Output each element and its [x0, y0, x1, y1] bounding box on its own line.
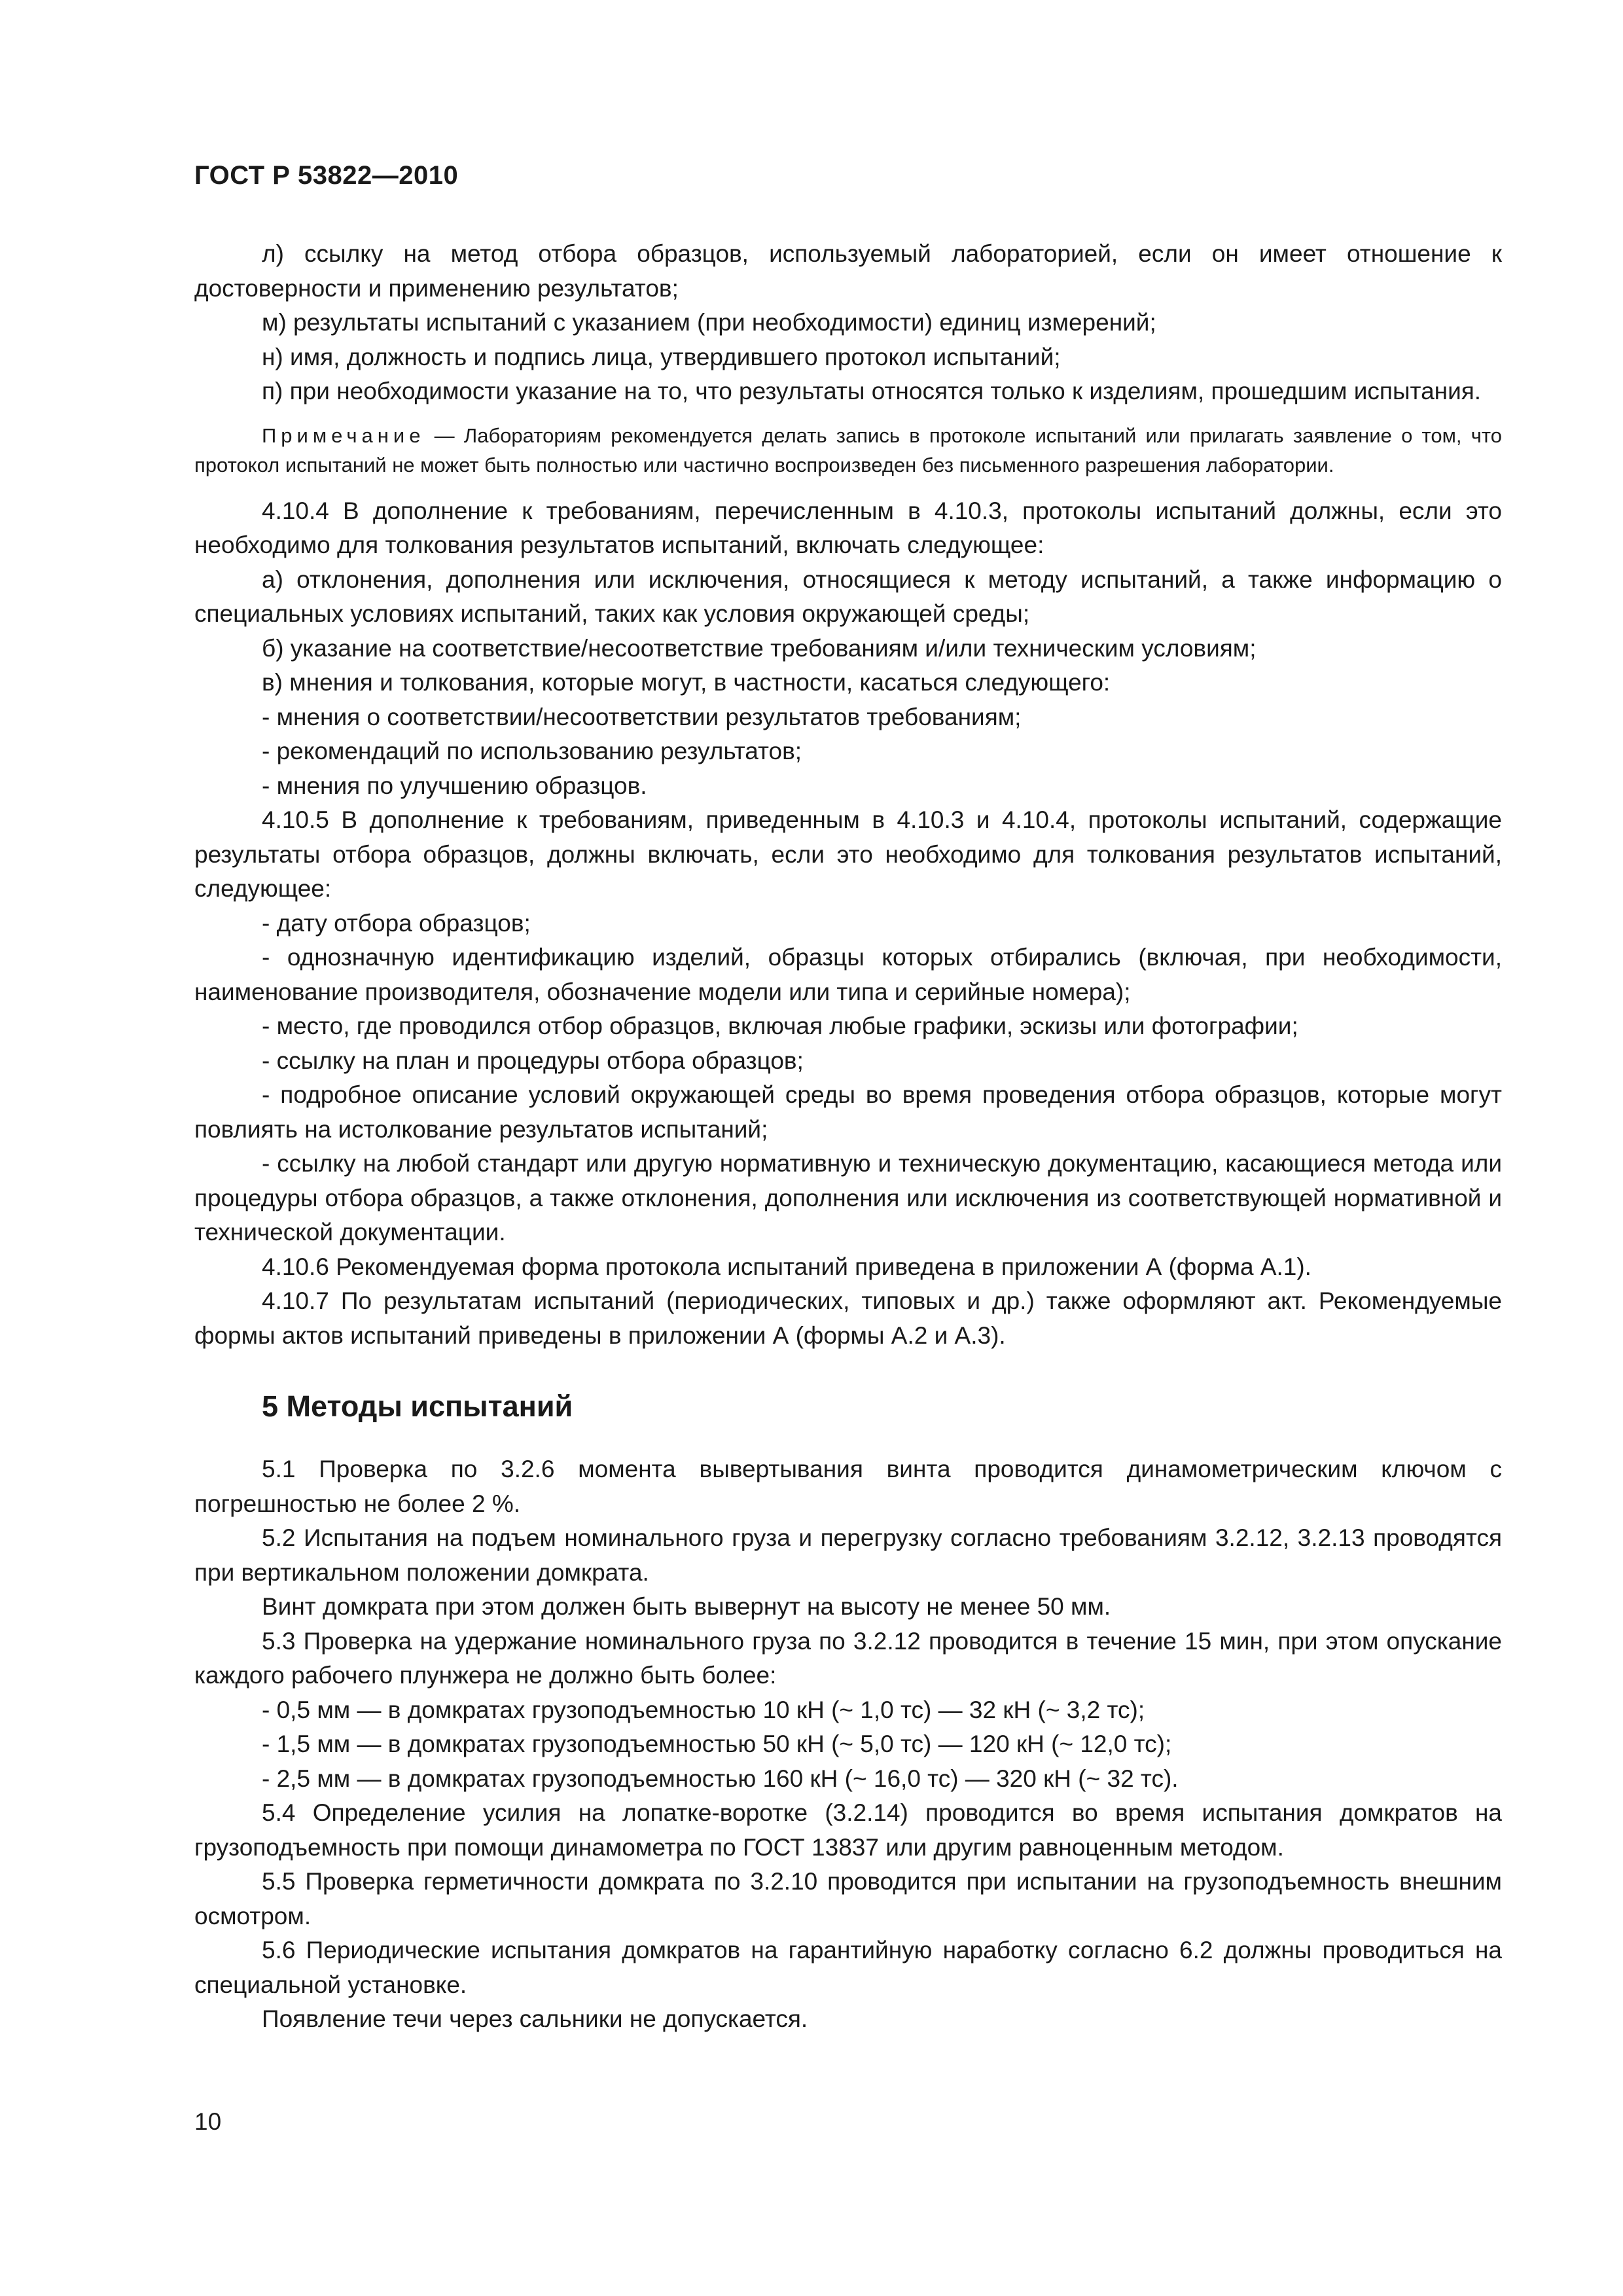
list-item: п) при необходимости указание на то, что результаты относятся только к изделиям, прошедшим испытания.	[262, 378, 1482, 404]
list-item: - дату отбора образцов;	[262, 909, 531, 937]
page-number: 10	[194, 2108, 222, 2135]
note-text: — Лабораториям рекомендуется делать запись в протоколе испытаний или прилагать заявление о том, что протокол испытаний не может быть полностью или частично воспроизведен без письменного разрешения лаборатории.	[194, 423, 1502, 476]
list-item: м) результаты испытаний с указанием (при необходимости) единиц измерений;	[262, 309, 1156, 336]
list-item: н) имя, должность и подпись лица, утвердившего протокол испытаний;	[262, 343, 1061, 370]
list-item: - мнения о соответствии/несоответствии результатов требованиям;	[262, 703, 1022, 730]
note-label: Примечание	[262, 423, 425, 447]
list-item: а) отклонения, дополнения или исключения, относящиеся к методу испытаний, а также информацию о специальных условиях испытаний, таких как условия окружающей среды;	[194, 565, 1502, 627]
paragraph: 4.10.7 По результатам испытаний (периодических, типовых и др.) также оформляют акт. Рекомендуемые формы актов испытаний приведены в приложении А (формы А.2 и А.3).	[194, 1287, 1502, 1349]
paragraph: 4.10.5 В дополнение к требованиям, приведенным в 4.10.3 и 4.10.4, протоколы испытаний, содержащие результаты отбора образцов, должны включать, если это необходимо для толкования результатов испытаний, следующее:	[194, 806, 1502, 902]
paragraph: 4.10.4 В дополнение к требованиям, перечисленным в 4.10.3, протоколы испытаний должны, если это необходимо для толкования результатов испытаний, включать следующее:	[194, 497, 1502, 558]
section-title: 5 Методы испытаний	[262, 1390, 573, 1423]
list-item: - подробное описание условий окружающей среды во время проведения отбора образцов, которые могут повлиять на истолкование результатов испытаний;	[194, 1081, 1502, 1143]
list-item: б) указание на соответствие/несоответствие требованиям и/или техническим условиям;	[262, 634, 1257, 662]
document-header: ГОСТ Р 53822—2010	[194, 161, 459, 190]
paragraph: 5.6 Периодические испытания домкратов на гарантийную наработку согласно 6.2 должны проводиться на специальной установке.	[194, 1937, 1502, 1998]
list-item: - 2,5 мм — в домкратах грузоподъемностью 160 кН (~ 16,0 тс) — 320 кН (~ 32 тс).	[262, 1765, 1179, 1792]
list-item: - ссылку на план и процедуры отбора образцов;	[262, 1047, 804, 1074]
paragraph: 5.1 Проверка по 3.2.6 момента вывертывания винта проводится динамометрическим ключом с погрешностью не более 2 %.	[194, 1456, 1502, 1517]
list-item: в) мнения и толкования, которые могут, в частности, касаться следующего:	[262, 669, 1111, 696]
list-item: - рекомендаций по использованию результатов;	[262, 738, 802, 764]
list-item: - мнения по улучшению образцов.	[262, 772, 647, 799]
paragraph: Винт домкрата при этом должен быть вывернут на высоту не менее 50 мм.	[262, 1593, 1111, 1620]
paragraph: Появление течи через сальники не допускается.	[262, 2005, 808, 2032]
list-item: - 1,5 мм — в домкратах грузоподъемностью 50 кН (~ 5,0 тс) — 120 кН (~ 12,0 тс);	[262, 1731, 1172, 1757]
list-item: - 0,5 мм — в домкратах грузоподъемностью 10 кН (~ 1,0 тс) — 32 кН (~ 3,2 тс);	[262, 1696, 1145, 1723]
list-item: - ссылку на любой стандарт или другую нормативную и техническую документацию, касающиеся метода или процедуры отбора образцов, а также отклонения, дополнения или исключения из соответствующей нормативной и технической документации.	[194, 1150, 1502, 1246]
note	[194, 421, 1502, 480]
paragraph: 4.10.6 Рекомендуемая форма протокола испытаний приведена в приложении А (форма А.1).	[262, 1253, 1311, 1280]
list-item: л) ссылку на метод отбора образцов, используемый лабораторией, если он имеет отношение к достоверности и применению результатов;	[194, 240, 1502, 302]
paragraph: 5.2 Испытания на подъем номинального груза и перегрузку согласно требованиям 3.2.12, 3.2.13 проводятся при вертикальном положении домкрата.	[194, 1524, 1502, 1586]
paragraph: 5.4 Определение усилия на лопатке-воротке (3.2.14) проводится во время испытания домкратов на грузоподъемность при помощи динамометра по ГОСТ 13837 или другим равноценным методом.	[194, 1799, 1502, 1861]
list-item: - однозначную идентификацию изделий, образцы которых отбирались (включая, при необходимости, наименование производителя, обозначение модели или типа и серийные номера);	[194, 944, 1502, 1005]
list-item: - место, где проводился отбор образцов, включая любые графики, эскизы или фотографии;	[262, 1013, 1298, 1039]
paragraph: 5.3 Проверка на удержание номинального груза по 3.2.12 проводится в течение 15 мин, при этом опускание каждого рабочего плунжера не должно быть более:	[194, 1627, 1502, 1689]
document-body	[194, 237, 1502, 2037]
paragraph: 5.5 Проверка герметичности домкрата по 3.2.10 проводится при испытании на грузоподъемность внешним осмотром.	[194, 1868, 1502, 1929]
